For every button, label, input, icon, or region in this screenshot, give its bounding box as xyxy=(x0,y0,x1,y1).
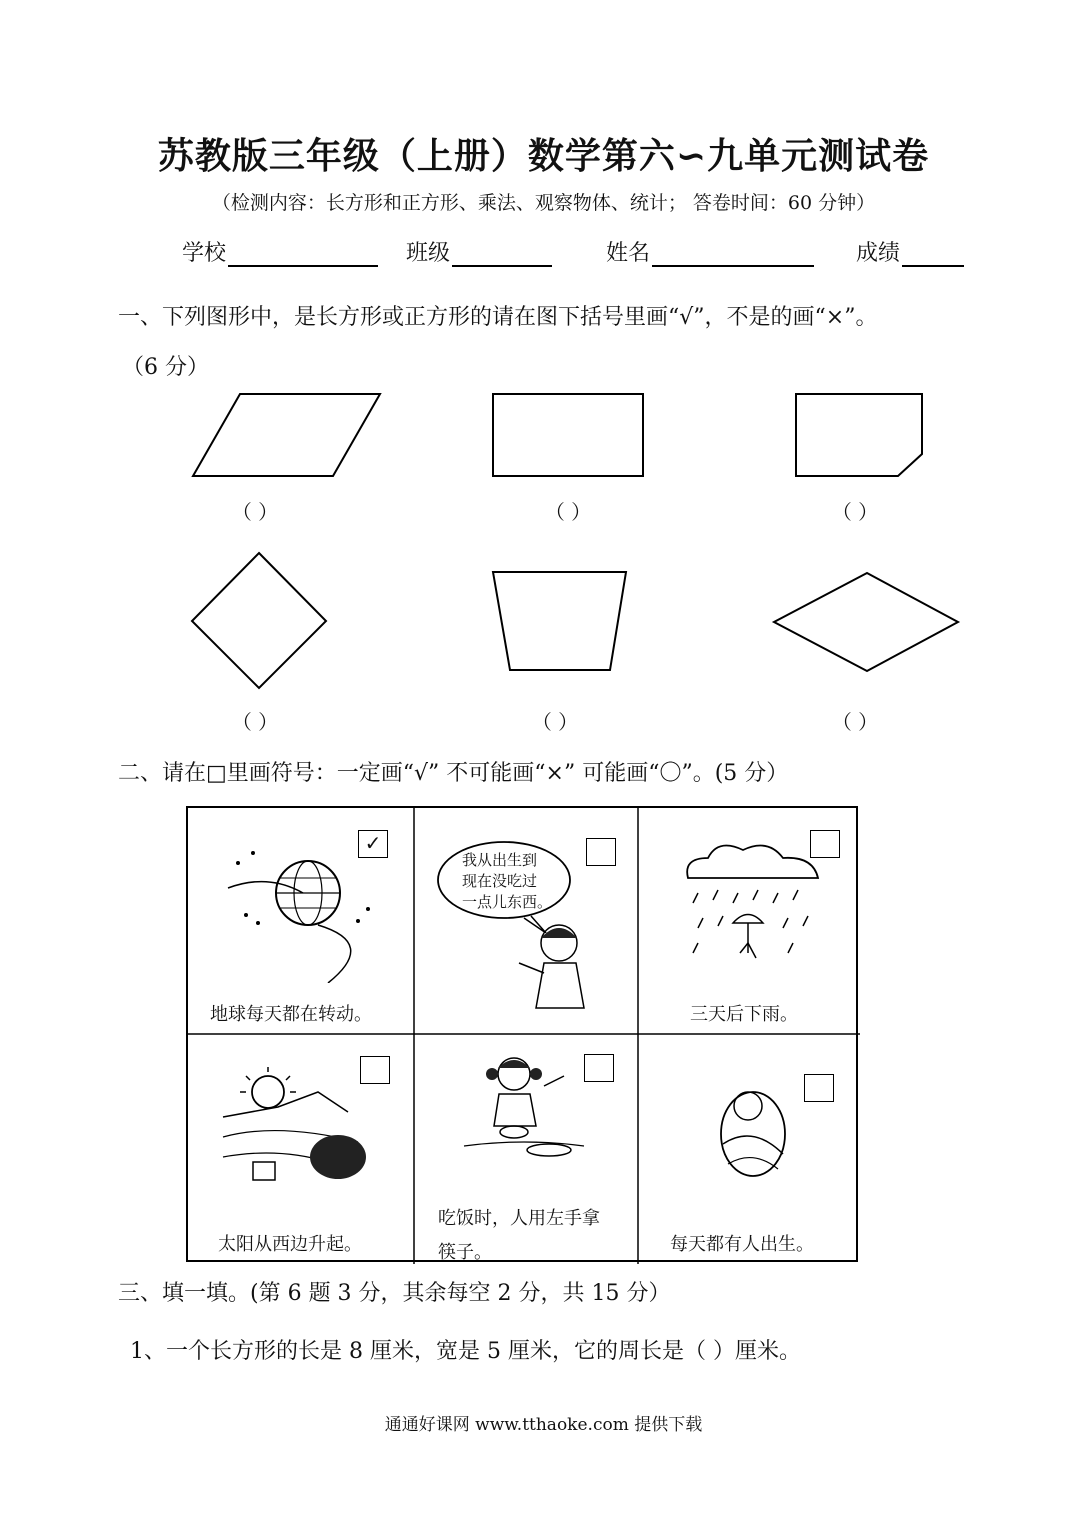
page-footer: 通通好课网 www.tthaoke.com 提供下载 xyxy=(384,1415,703,1435)
rain-cloud-icon xyxy=(678,838,838,978)
answer-paren-2[interactable]: （ ） xyxy=(544,500,592,524)
score-label: 成绩 xyxy=(856,241,901,266)
page-title: 苏教版三年级（上册）数学第六∽九单元测试卷 xyxy=(157,136,930,177)
girl-eating-icon xyxy=(454,1046,594,1166)
parallelogram-shape xyxy=(193,394,380,476)
answer-paren-4[interactable]: （ ） xyxy=(231,710,279,734)
section1-shapes xyxy=(0,0,1087,760)
answer-paren-6[interactable]: （ ） xyxy=(831,710,879,734)
diamond-square-shape xyxy=(192,553,326,688)
class-label: 班级 xyxy=(406,241,451,266)
school-label: 学校 xyxy=(182,241,227,266)
rectangle-shape xyxy=(493,394,643,476)
rhombus-shape xyxy=(774,573,958,671)
cut-corner-rectangle-shape xyxy=(796,394,922,476)
cell-sun xyxy=(188,1034,414,1264)
answer-paren-1[interactable]: （ ） xyxy=(231,500,279,524)
section1-heading: 一、下列图形中，是长方形或正方形的请在图下括号里画“√”，不是的画“×”。 xyxy=(118,305,878,330)
caption-earth: 地球每天都在转动。 xyxy=(210,1004,372,1025)
cell-rain xyxy=(638,808,860,1034)
name-label: 姓名 xyxy=(606,241,651,266)
speech-bubble-text xyxy=(462,850,552,913)
picture-grid xyxy=(186,806,858,1262)
section3-question-1: 1、一个长方形的长是 8 厘米，宽是 5 厘米，它的周长是（ ）厘米。 xyxy=(130,1339,801,1364)
section3-heading: 三、填一填。(第 6 题 3 分，其余每空 2 分，共 15 分） xyxy=(118,1281,671,1306)
caption-chopsticks-line-2: 筷子。 xyxy=(438,1242,492,1263)
trapezoid-shape xyxy=(493,572,626,670)
caption-chopsticks-line-1: 吃饭时，人用左手拿 xyxy=(438,1208,600,1229)
answer-paren-5[interactable]: （ ） xyxy=(531,710,579,734)
answer-paren-3[interactable]: （ ） xyxy=(831,500,879,524)
section2-heading: 二、请在□里画符号：一定画“√” 不可能画“×” 可能画“〇”。(5 分） xyxy=(118,761,789,786)
caption-baby: 每天都有人出生。 xyxy=(670,1234,814,1255)
answer-box-6[interactable] xyxy=(804,1074,834,1102)
caption-rain: 三天后下雨。 xyxy=(690,1004,798,1025)
answer-box-1[interactable]: ✓ xyxy=(358,830,388,858)
page-subtitle: （检测内容：长方形和正方形、乘法、观察物体、统计； 答卷时间：60 分钟） xyxy=(211,192,876,214)
answer-box-2[interactable] xyxy=(586,838,616,866)
cell-girl xyxy=(414,808,638,1034)
section1-score: （6 分） xyxy=(122,355,209,380)
caption-chopsticks xyxy=(438,1202,600,1270)
bubble-line-3: 一点儿东西。 xyxy=(462,893,553,911)
cell-baby xyxy=(638,1034,860,1264)
bubble-line-1: 我从出生到 xyxy=(462,851,538,869)
cell-chopsticks xyxy=(414,1034,638,1264)
caption-sun: 太阳从西边升起。 xyxy=(218,1234,362,1255)
cell-earth xyxy=(188,808,414,1034)
baby-icon xyxy=(708,1074,798,1184)
sunrise-landscape-icon xyxy=(218,1062,378,1192)
bubble-line-2: 现在没吃过 xyxy=(462,872,538,890)
globe-icon xyxy=(208,833,378,983)
girl-icon xyxy=(514,918,604,1018)
